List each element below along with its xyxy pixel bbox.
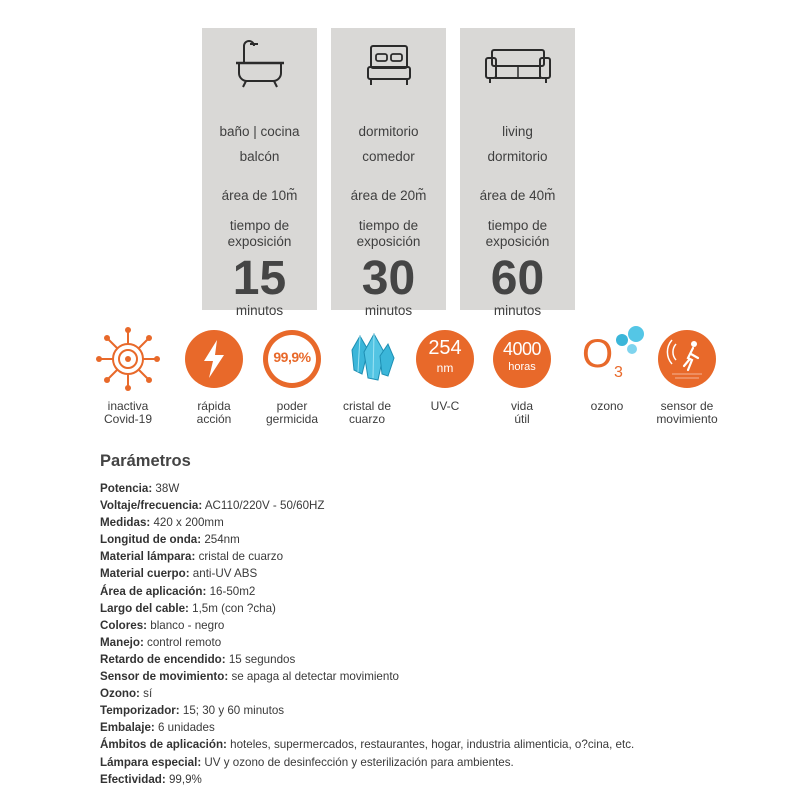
param-row [100,548,790,565]
param-key: Manejo: [100,635,144,649]
params-list [100,480,790,788]
param-value: 254nm [204,533,240,547]
feature-label-line1: vida [510,399,533,413]
bed-icon [331,34,446,90]
exposure-label-line2: exposición [356,234,421,249]
feature-germicide [252,330,332,426]
feature-label-line1: cristal de [342,399,392,413]
feature-ozone [567,330,647,413]
feature-label-line2: germicida [265,412,319,426]
feature-label-line2: acción [196,412,232,426]
param-row [100,668,790,685]
exposure-label [202,218,317,250]
param-key: Retardo de encendido: [100,652,226,666]
motion-sensor-icon [658,330,716,388]
virus-icon [99,330,157,388]
exposure-unit: minutos [493,303,542,318]
room-card-bedroom [331,28,446,318]
ozone-icon [578,330,636,388]
param-key: Longitud de onda: [100,533,202,547]
badge-text: 254 [428,337,462,359]
badge-subtext: horas [508,361,536,373]
param-key: Ámbitos de aplicación: [100,738,227,752]
exposure-label-line1: tiempo de [229,218,290,233]
param-row [100,736,790,753]
badge-text: 4000 [502,339,542,359]
exposure-label-line2: exposición [485,234,550,249]
param-row [100,497,790,514]
feature-label-line1: UV-C [430,399,460,413]
exposure-label-line1: tiempo de [358,218,419,233]
params-title: Parámetros [100,452,191,470]
feature-lifetime [482,330,562,426]
param-key: Voltaje/frecuencia: [100,499,203,513]
crystal-icon [338,330,396,388]
param-row [100,514,790,531]
param-value: hoteles, supermercados, restaurantes, hogar, industria alimenticia, o?cina, etc. [230,738,635,752]
param-value: AC110/220V - 50/60HZ [204,499,325,513]
feature-covid [88,330,168,426]
feature-label-line2: útil [514,412,530,426]
param-value: 99,9% [168,772,202,786]
param-value: blanco - negro [150,618,225,632]
room-line2: comedor [362,149,415,164]
param-row [100,531,790,548]
badge-text: 99,9% [273,349,311,365]
param-key: Potencia: [100,482,153,495]
exposure-label [460,218,575,250]
room-card-bath [202,28,317,318]
feature-label-line1: poder [276,399,308,413]
param-row [100,634,790,651]
param-value: UV y ozono de desinfección y esterilización para ambientes. [204,755,514,769]
lightning-icon [185,330,243,388]
param-key: Largo del cable: [100,601,189,615]
param-value: 38W [155,482,180,495]
exposure-minutes: 60 [490,252,545,305]
param-row [100,719,790,736]
param-key: Material cuerpo: [100,567,190,581]
param-row [100,771,790,788]
param-value: control remoto [147,635,222,649]
param-value: 6 unidades [158,721,215,735]
param-value: 15 segundos [228,652,296,666]
param-key: Embalaje: [100,721,155,735]
exposure-minutes: 30 [361,252,416,305]
exposure-label-line1: tiempo de [487,218,548,233]
param-key: Área de aplicación: [100,584,207,598]
feature-label-line1: ozono [590,399,624,413]
feature-label-line2: cuarzo [348,412,386,426]
room-line1: living [502,124,533,139]
room-card-living [460,28,575,318]
param-row [100,565,790,582]
room-line1: baño | cocina [219,124,300,139]
param-key: Temporizador: [100,704,180,718]
uvc-badge-icon [416,330,474,388]
badge-text: O [582,332,614,376]
feature-label-line1: inactiva [107,399,149,413]
exposure-label-line2: exposición [227,234,292,249]
param-key: Medidas: [100,516,151,530]
param-value: 15; 30 y 60 minutos [182,704,285,718]
param-key: Lámpara especial: [100,755,202,769]
param-row [100,583,790,600]
param-row [100,685,790,702]
param-key: Efectividad: [100,772,166,786]
exposure-unit: minutos [235,303,284,318]
bathtub-icon [202,34,317,90]
room-line2: balcón [239,149,280,164]
room-line1: dormitorio [358,124,419,139]
feature-label-line2: movimiento [656,412,718,426]
param-value: 420 x 200mm [153,516,224,530]
room-line2: dormitorio [487,149,548,164]
param-value: 1,5m (con ?cha) [192,601,276,615]
param-value: anti-UV ABS [192,567,258,581]
param-value: 16-50m2 [209,584,256,598]
room-area: área de 10m̃ [221,188,298,203]
badge-subtext: 3 [614,364,623,381]
exposure-minutes: 15 [232,252,287,305]
param-key: Colores: [100,618,148,632]
feature-label-line1: rápida [197,399,231,413]
param-row [100,480,790,497]
room-area: área de 40m̃ [479,188,556,203]
feature-rapid [174,330,254,426]
exposure-unit: minutos [364,303,413,318]
sofa-icon [460,34,575,90]
param-row [100,754,790,771]
param-row [100,600,790,617]
feature-motion [647,330,727,426]
feature-uvc [405,330,485,413]
feature-label-line2: Covid-19 [103,412,153,426]
percent-badge-icon [263,330,321,388]
param-row [100,651,790,668]
param-value: cristal de cuarzo [198,550,284,564]
exposure-label [331,218,446,250]
feature-label-line1: sensor de [660,399,714,413]
feature-label [78,400,178,426]
param-key: Sensor de movimiento: [100,670,229,684]
badge-subtext: nm [436,361,454,375]
room-area: área de 20m̃ [350,188,427,203]
hours-badge-icon [493,330,551,388]
feature-crystal [327,330,407,426]
param-row [100,617,790,634]
param-value: se apaga al detectar movimiento [231,670,399,684]
param-key: Ozono: [100,687,140,701]
param-value: sí [143,687,153,701]
param-row [100,702,790,719]
feature-label [637,400,737,426]
param-key: Material lámpara: [100,550,196,564]
